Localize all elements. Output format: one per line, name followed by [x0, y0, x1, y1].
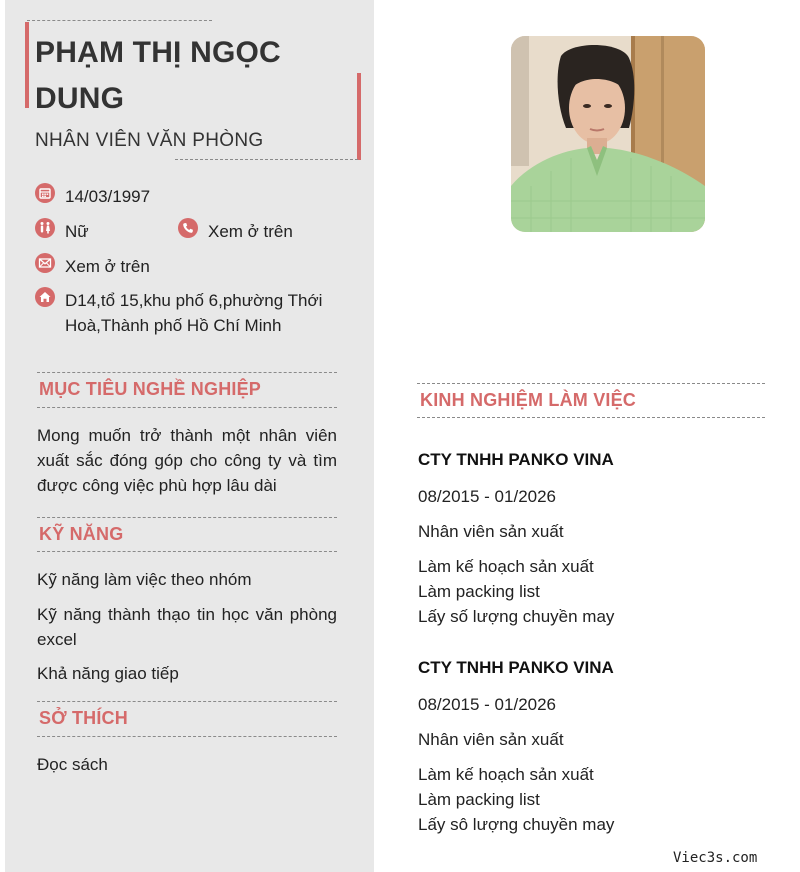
address-row — [35, 288, 335, 338]
phone-value: Xem ở trên — [208, 222, 293, 241]
objective-text: Mong muốn trở thành một nhân viên xuất sắc đóng góp cho công ty và tìm được công việc phù hợp lâu dài — [37, 426, 337, 495]
skill-item: Kỹ năng làm việc theo nhóm — [37, 570, 252, 589]
mail-icon — [35, 253, 55, 273]
job-company: CTY TNHH PANKO VINA — [418, 450, 614, 469]
gender-row — [35, 219, 89, 244]
birthday-row — [35, 184, 150, 209]
job-duty: Làm packing list — [418, 582, 540, 601]
experience-divider-top — [417, 383, 765, 384]
email-row — [35, 254, 150, 279]
hobbies-title: SỞ THÍCH — [39, 708, 128, 728]
job-duty: Làm kế hoạch sản xuất — [418, 557, 594, 576]
address-value: D14,tổ 15,khu phố 6,phường Thới Hoà,Thành phố Hồ Chí Minh — [65, 291, 323, 335]
phone-row — [178, 219, 293, 244]
objective-divider-top — [37, 372, 337, 373]
candidate-name: PHẠM THỊ NGỌC DUNG — [35, 36, 281, 115]
skills-title: KỸ NĂNG — [39, 524, 124, 544]
home-icon — [35, 287, 55, 307]
gender-value: Nữ — [65, 222, 89, 241]
skill-item: Kỹ năng thành thạo tin học văn phòng excel — [37, 605, 337, 649]
skill-item: Khả năng giao tiếp — [37, 664, 179, 683]
job-duty: Làm kế hoạch sản xuất — [418, 765, 594, 784]
birthday-value: 14/03/1997 — [65, 187, 151, 206]
phone-icon — [178, 218, 198, 238]
name-top-divider — [27, 20, 212, 21]
job-period: 08/2015 - 01/2026 — [418, 487, 557, 506]
job-duty: Lấy số lượng chuyền may — [418, 607, 615, 626]
email-value: Xem ở trên — [65, 257, 150, 276]
gender-icon — [35, 218, 55, 238]
job-company: CTY TNHH PANKO VINA — [418, 658, 614, 677]
skills-divider-bottom — [37, 551, 337, 552]
hobbies-divider-top — [37, 701, 337, 702]
hobbies-divider-bottom — [37, 736, 337, 737]
skills-divider-top — [37, 517, 337, 518]
hobby-item: Đọc sách — [37, 755, 108, 774]
site-watermark: Viec3s.com — [673, 850, 758, 866]
name-bottom-divider — [175, 159, 358, 160]
job-duty: Làm packing list — [418, 790, 540, 809]
experience-title: KINH NGHIỆM LÀM VIỆC — [420, 390, 637, 410]
name-accent-bar-left — [25, 22, 29, 108]
job-duty: Lấy sô lượng chuyền may — [418, 815, 615, 834]
objective-divider-bottom — [37, 407, 337, 408]
experience-divider-bottom — [417, 417, 765, 418]
job-position: Nhân viên sản xuất — [418, 522, 564, 541]
name-accent-bar-right — [357, 73, 361, 160]
profile-photo — [511, 36, 705, 232]
job-period: 08/2015 - 01/2026 — [418, 695, 557, 714]
calendar-icon — [35, 183, 55, 203]
job-position: Nhân viên sản xuất — [418, 730, 564, 749]
objective-title: MỤC TIÊU NGHỀ NGHIỆP — [39, 379, 262, 399]
candidate-job-title: NHÂN VIÊN VĂN PHÒNG — [35, 130, 264, 151]
